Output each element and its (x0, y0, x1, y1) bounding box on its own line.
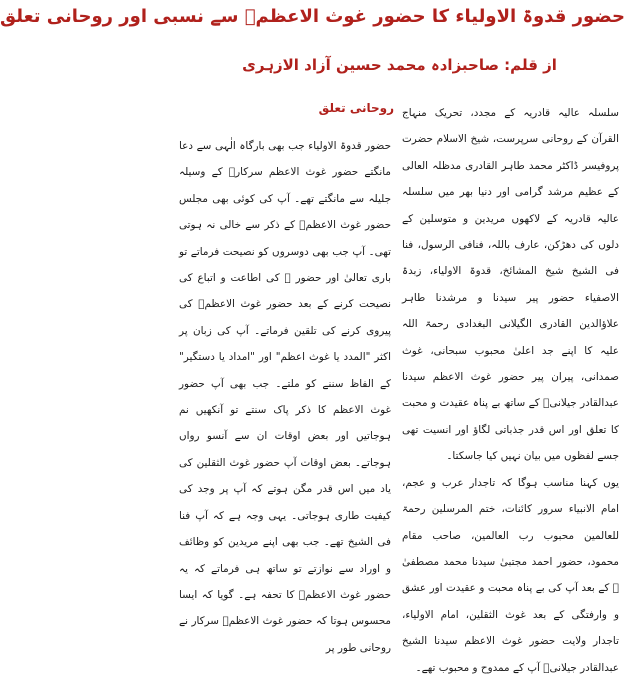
paragraph: سلسلہ عالیہ قادریہ کے مجدد، تحریک منہاج القرآن کے روحانی سرپرست، شیخ الاسلام حضرت پروفیسر ڈاکٹر محمد طاہر القادری مدظلہ العالی کے عظیم مرشد گرامی اور دنیا بھر میں سلسلہ عالیہ قادریہ کے لاکھوں مریدین و متوسلین کے دلوں کی دھڑکن، عارف باللہ، فنافی الرسول، فنا فی الشیخ شیخ المشائخ، قدوۃ الاولیاء، زبدۃ الاصفیاء حضور پیر سیدنا و مرشدنا طاہر علاؤالدین القادری الگیلانی البغدادی رحمۃ اللہ علیہ کا اپنے جد اعلیٰ محبوب سبحانی، غوث صمدانی، پیران پیر حضور غوث الاعظم سیدنا عبدالقادر جیلانیؓ کے ساتھ بے پناہ عقیدت و محبت کا تعلق اور اس قدر جذباتی لگاؤ اور انسیت تھی جسے لفظوں میں بیان نہیں کیا جاسکتا۔ (402, 107, 619, 463)
right-column (402, 100, 619, 674)
left-column (179, 133, 391, 654)
author-byline: از قلم: صاحبزادہ محمد حسین آزاد الازہری (242, 56, 557, 74)
paragraph: حضور قدوۃ الاولیاء جب بھی بارگاہ الٰہی سے دعا مانگتے حضور غوث الاعظم سرکارؒ کے وسیلہ جلیلہ سے مانگتے تھے۔ آپ کی کوئی بھی مجلس حضور غوث الاعظمؒ کے ذکر سے خالی نہ ہوتی تھی۔ آپ جب بھی دوسروں کو نصیحت فرماتے تو باری تعالیٰ اور حضور ﷺ کی اطاعت و اتباع کی نصیحت کرنے کے بعد حضور غوث الاعظمؒ کی پیروی کرنے کی تلقین فرماتے۔ آپ کی زبان پر اکثر "المدد یا غوث اعظم" اور "امداد یا دستگیر" کے الفاظ سننے کو ملتے۔ جب بھی آپ حضور غوث الاعظم کا ذکر پاک سنتے تو آنکھیں نم ہوجاتیں اور بعض اوقات ان سے آنسو رواں ہوجاتے۔ بعض اوقات آپ حضور غوث الثقلین کی یاد میں اس قدر مگن ہوتے کہ آپ پر وجد کی کیفیت طاری ہوجاتی۔ یہی وجہ ہے کہ آپ فنا فی الشیخ تھے۔ جب بھی اپنے مریدین کو وظائف و اوراد سے نوازتے تو ساتھ ہی فرماتے کہ یہ حضور غوث الاعظمؒ کا تحفہ ہے۔ گویا کہ ایسا محسوس ہوتا کہ حضور غوث الاعظمؒ سرکار نے روحانی طور پر (179, 140, 391, 654)
paragraph: یوں کہنا مناسب ہوگا کہ تاجدار عرب و عجم، امام الانبیاء سرور کائنات، ختم المرسلین رحمۃ للعالمین محبوب رب العالمین، صاحب مقام محمود، حضور احمد مجتبیٰ سیدنا محمد مصطفیٰ ﷺ کے بعد آپ کی بے پناہ محبت و عقیدت اور عشق و وارفتگی کے بعد غوث الثقلین، امام الاولیاء، تاجدار ولایت حضور غوث الاعظم سیدنا الشیخ عبدالقادر جیلانیؓ آپ کے ممدوح و محبوب تھے۔ (402, 476, 619, 674)
section-heading: روحانی تعلق (318, 101, 394, 115)
article-title: حضور قدوۃ الاولیاء کا حضور غوث الاعظمؒ سے نسبی اور روحانی تعلق (0, 6, 625, 27)
